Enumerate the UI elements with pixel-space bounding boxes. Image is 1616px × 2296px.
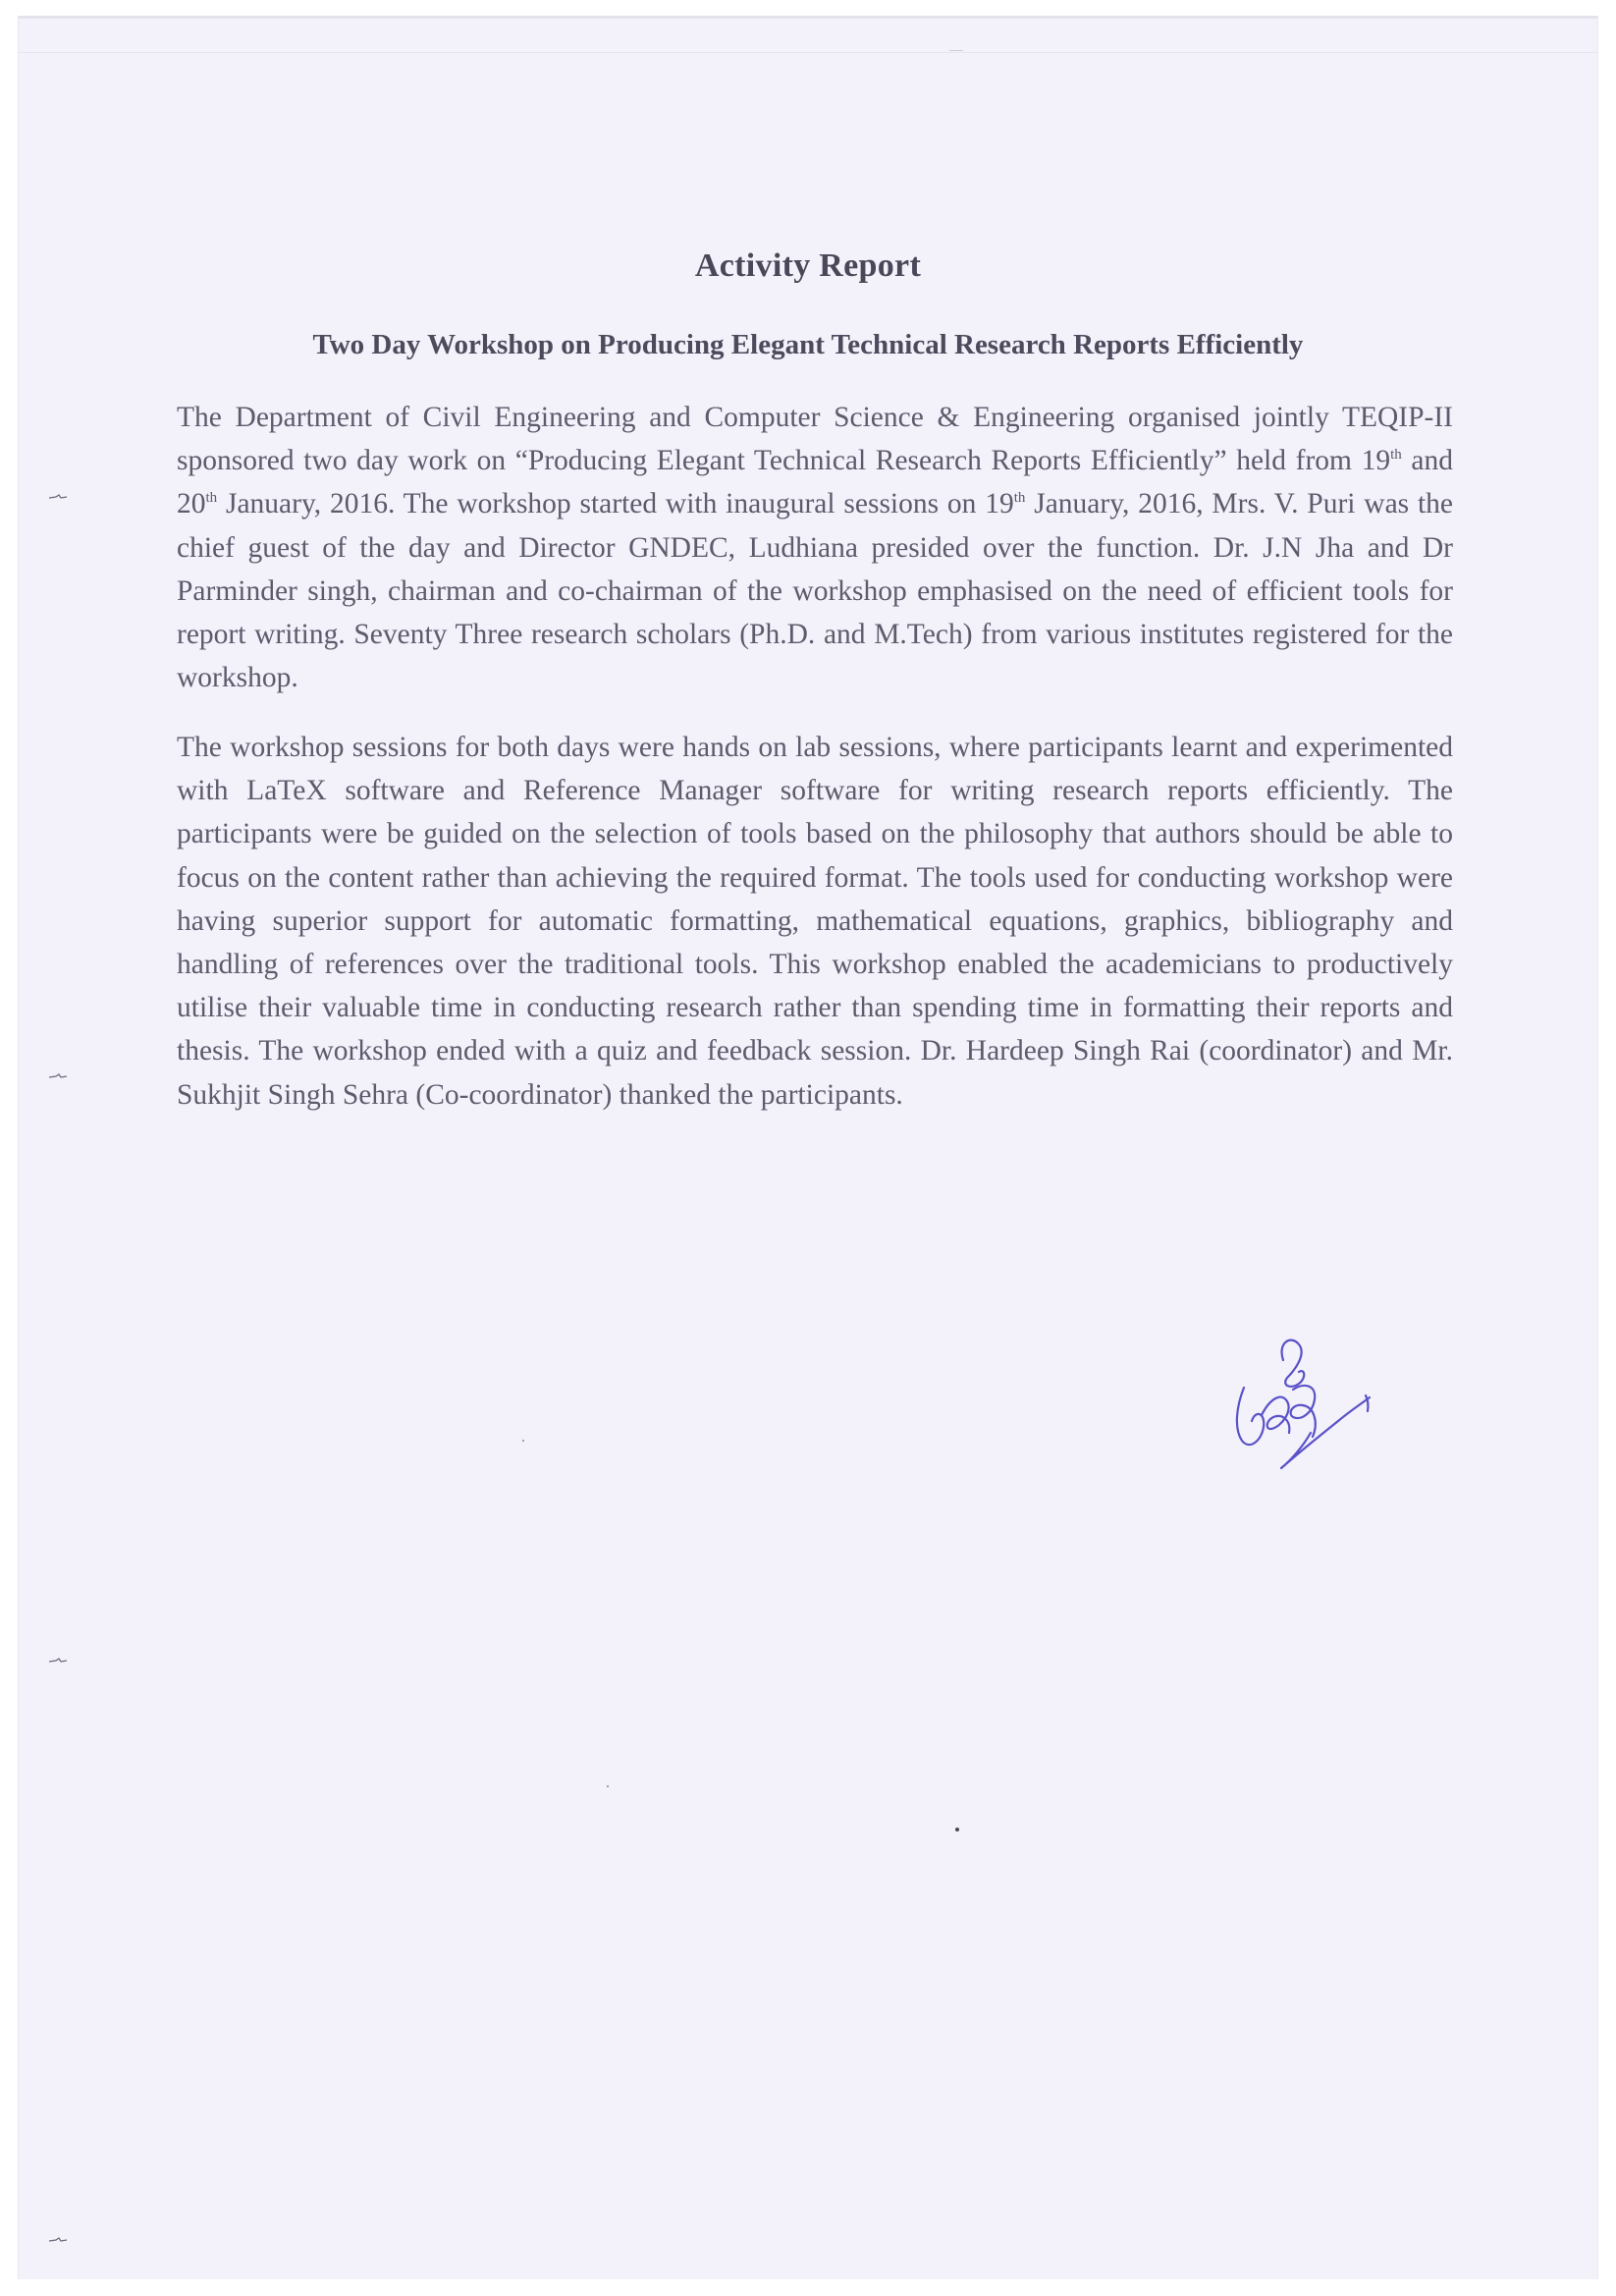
scan-speck (607, 1785, 609, 1787)
paragraph-1 (177, 396, 1453, 699)
binding-tick-icon (49, 1073, 67, 1079)
ordinal-suffix: th (1013, 490, 1026, 507)
scan-speck (955, 1828, 959, 1831)
binding-tick-icon (49, 1658, 67, 1664)
paragraph-1-text-b: and 20 (177, 445, 1454, 520)
report-subtitle: Two Day Workshop on Producing Elegant Technical Research Reports Efficiently (312, 329, 1304, 360)
paragraph-1-text-a: The Department of Civil Engineering and Computer Science & Engineering organised jointly TEQIP-II sponsored two day work on “Producing Elegant Technical Research Reports Efficiently” held from 19 (177, 402, 1453, 477)
scan-speck (522, 1440, 524, 1442)
binding-tick-icon (49, 494, 67, 500)
report-title: Activity Report (694, 247, 922, 284)
fold-mark (949, 50, 963, 57)
handwritten-signature-icon (1222, 1331, 1379, 1483)
ordinal-suffix: th (205, 490, 218, 507)
paragraph-1-text-c: January, 2016. The workshop started with inaugural sessions on 19 (217, 488, 1014, 520)
ordinal-suffix: th (1390, 447, 1402, 464)
scan-top-edge (19, 52, 1597, 53)
paragraph-1-text-d: January, 2016, Mrs. V. Puri was the chief guest of the day and Director GNDEC, Ludhiana presided over the function. Dr. J.N Jha and Dr Parminder singh, chairman and co-chairman of the workshop emphasised on the need of efficient tools for report writing. Seventy Three research scholars (Ph.D. and M.Tech) from various institutes registered for the workshop. (177, 488, 1453, 694)
paragraph-2: The workshop sessions for both days were hands on lab sessions, where participants learnt and experimented with LaTeX software and Reference Manager software for writing research reports efficiently. The participants were be guided on the selection of tools based on the philosophy that authors should be able to focus on the content rather than achieving the required format. The tools used for conducting workshop were having superior support for automatic formatting, mathematical equations, graphics, bibliography and handling of references over the traditional tools. This workshop enabled the academicians to productively utilise their valuable time in conducting research rather than spending time in formatting their reports and thesis. The workshop ended with a quiz and feedback session. Dr. Hardeep Singh Rai (coordinator) and Mr. Sukhjit Singh Sehra (Co-coordinator) thanked the participants. (177, 732, 1453, 1111)
binding-tick-icon (49, 2237, 67, 2243)
